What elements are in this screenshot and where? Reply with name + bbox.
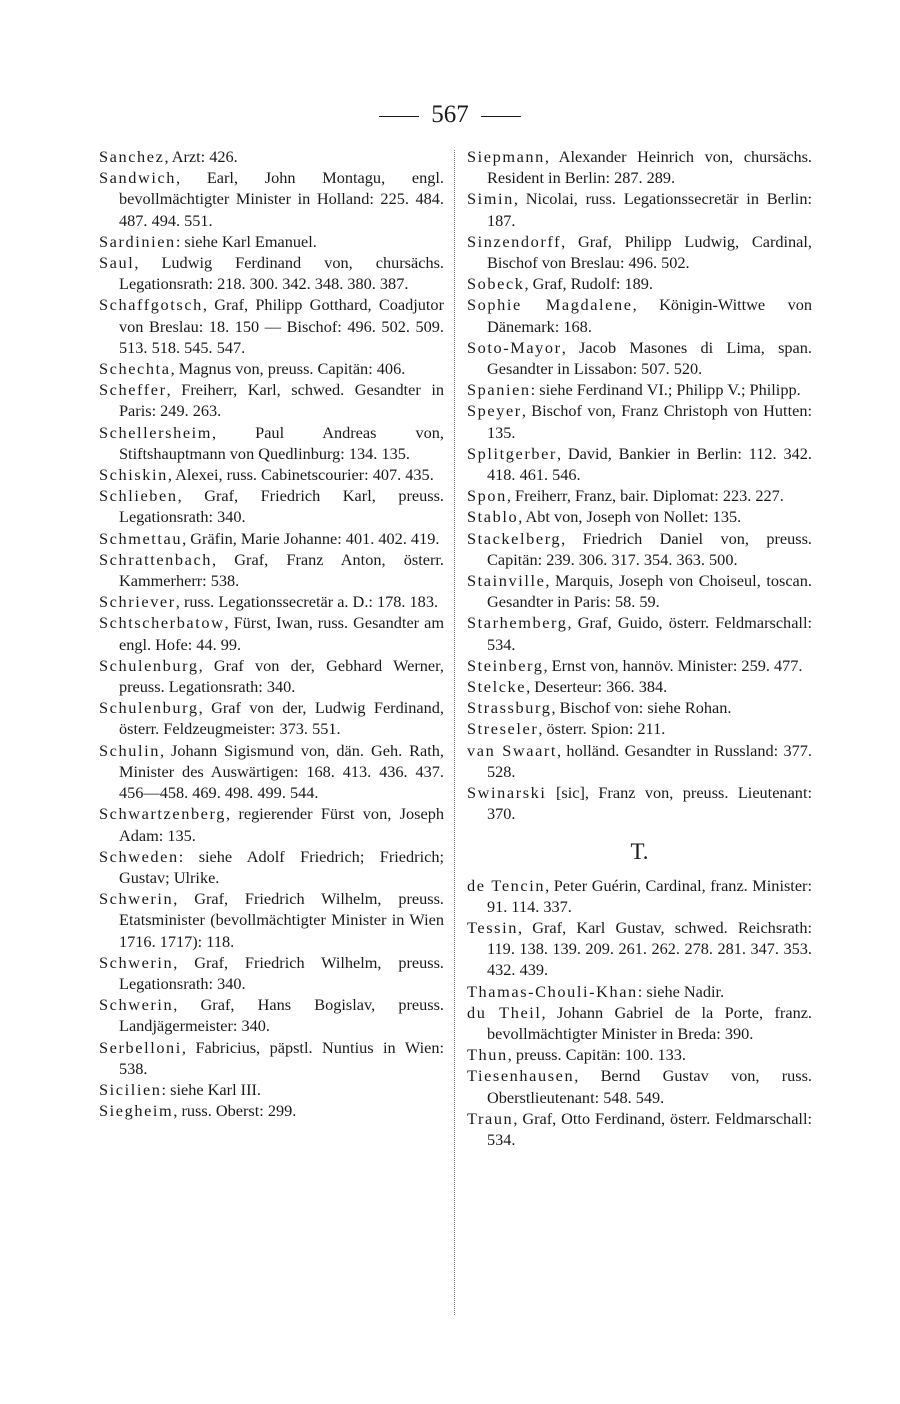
entry-name: Siegheim [99,1101,174,1121]
index-entry [99,358,444,379]
index-entry [467,612,812,654]
header-dash-left [379,116,419,117]
entry-name: Stelcke [467,677,527,697]
entry-name: Schulenburg [99,698,199,718]
entry-name: Schwerin [99,952,174,972]
entry-text: , Abt von, Joseph von Nollet: 135. [518,507,742,527]
entry-text: : siehe Karl Emanuel. [175,231,317,251]
entry-text: , russ. Legationssecretär a. D.: 178. 183. [175,592,439,612]
entry-text: : siehe Ferdinand VI.; Philipp V.; Philipp. [530,380,801,400]
entry-name: Schulenburg [99,655,199,675]
entry-text: , holländ. Gesandter in Russland: 377. 528. [487,740,812,781]
entry-text: , Johann Gabriel de la Porte, franz. bevollmächtigter Minister in Breda: 390. [487,1002,813,1043]
index-entry [99,422,444,464]
entry-text: , Graf, Karl Gustav, schwed. Reichsrath: 119. 138. 139. 209. 261. 262. 278. 281. 347. 353. 432. 439. [487,917,812,980]
index-entry [99,952,444,994]
index-entry [99,252,444,294]
entry-name: Scheffer [99,380,167,400]
index-entry [99,549,444,591]
entry-name: Strassburg [467,698,552,718]
entry-text: , Bischof von, Franz Christoph von Hutten: 135. [487,401,812,442]
index-entry [467,273,812,294]
entry-name: Schweden [99,846,179,866]
entry-text: , Paul Andreas von, Stiftshauptmann von Quedlinburg: 134. 135. [119,422,444,463]
entry-name: Tessin [467,917,518,937]
entry-text: , Nicolai, russ. Legationssecretär in Berlin: 187. [487,189,812,230]
index-entry [467,676,812,697]
entry-text: , regierender Fürst von, Joseph Adam: 135. [119,804,444,845]
index-entry [467,485,812,506]
entry-text: , Graf, Philipp Gotthard, Coadjutor von Breslau: 18. 150 — Bischof: 496. 502. 509. 513. 518. 545. 547. [119,295,444,357]
entry-text: , Friedrich Daniel von, preuss. Capitän: 239. 306. 317. 354. 363. 500. [487,528,812,569]
entry-name: Stainville [467,571,546,591]
entry-name: Sobeck [467,274,525,294]
entry-name: Speyer [467,401,522,421]
section-t-entries [467,875,812,1151]
entry-text: , Freiherr, Karl, schwed. Gesandter in Paris: 249. 263. [119,380,444,421]
entry-text: , Alexei, russ. Cabinetscourier: 407. 435. [167,465,434,485]
entry-name: Schwerin [99,995,174,1015]
index-entry [467,740,812,782]
index-entry [467,718,812,739]
index-entry [99,379,444,421]
entry-text: , Graf von der, Gebhard Werner, preuss. Legationsrath: 340. [119,655,444,697]
entry-name: Tiesenhausen [467,1066,575,1086]
entry-name: Sanchez [99,147,165,166]
entry-text: , Bischof von: siehe Rohan. [551,698,732,718]
index-entry [99,697,444,739]
entry-text: , Graf, Franz Anton, österr. Kammerherr: 538. [119,549,444,591]
index-entry [467,231,812,273]
entry-text: , Fabricius, päpstl. Nuntius in Wien: 538. [119,1037,444,1078]
entry-text: , Königin-Wittwe von Dänemark: 168. [487,295,812,336]
entry-text: , Graf, Friedrich Wilhelm, preuss. Legationsrath: 340. [119,952,444,993]
section-heading-t: T. [630,838,649,864]
entry-name: de Tencin [467,875,546,895]
entry-name: Schaffgotsch [99,295,203,315]
index-entry [467,1044,812,1065]
entry-text: , Bernd Gustav von, russ. Oberstlieutenant: 548. 549. [487,1066,812,1107]
entry-name: du Theil [467,1002,542,1022]
entry-name: Schellersheim [99,422,213,442]
entry-name: Streseler [467,719,539,739]
entry-name: Spon [467,486,507,506]
entry-text: , Fürst, Iwan, russ. Gesandter am engl. Hofe: 44. 99. [119,613,444,654]
index-entry [99,294,444,358]
entry-text: , David, Bankier in Berlin: 112. 342. 418. 461. 546. [487,443,812,485]
index-entry [99,740,444,804]
entry-text: , Graf, Friedrich Wilhelm, preuss. Etatsminister (bevollmächtigter Minister in Wien 1716. 1717): 118. [119,889,444,951]
entry-text: , Johann Sigismund von, dän. Geh. Rath, Minister des Auswärtigen: 168. 413. 436. 437. 456—458. 469. 498. 499. 544. [119,740,444,803]
index-entry [99,803,444,845]
entry-name: Schwerin [99,889,174,909]
index-entry [99,485,444,527]
entry-name: Schwartzenberg [99,804,226,824]
entry-text: , russ. Oberst: 299. [173,1101,297,1121]
index-entry [99,846,444,888]
entry-text: [sic], Franz von, preuss. Lieutenant: 370. [487,783,812,824]
index-entry [467,443,812,485]
index-entry [467,337,812,379]
index-entry [467,188,812,230]
entry-text: , österr. Spion: 211. [538,719,666,739]
entry-text: , Marquis, Joseph von Choiseul, toscan. Gesandter in Paris: 58. 59. [487,571,812,612]
entry-text: , Jacob Masones di Lima, span. Gesandter in Lissabon: 507. 520. [487,337,812,379]
entry-name: Stablo [467,507,519,527]
entry-name: Sardinien [99,231,176,251]
index-entry [467,570,812,612]
entry-name: Schlieben [99,486,178,506]
index-entry [99,528,444,549]
index-entry [99,888,444,952]
index-entry [99,591,444,612]
header-dash-right [481,116,521,117]
entry-name: Sicilien [99,1079,162,1099]
page-number: 567 [431,101,469,128]
index-entry [99,464,444,485]
entry-name: Schiskin [99,465,168,485]
entry-name: Serbelloni [99,1037,182,1057]
entry-text: , Graf, Otto Ferdinand, österr. Feldmarschall: 534. [487,1108,812,1149]
entry-name: Spanien [467,380,531,400]
entry-name: Saul [99,253,135,273]
entry-text: , Peter Guérin, Cardinal, franz. Minister: 91. 114. 337. [487,875,812,916]
entry-text: , Graf, Hans Bogislav, preuss. Landjägermeister: 340. [119,995,444,1036]
index-entry [99,1100,444,1121]
entry-name: Sophie Magdalene [467,295,633,315]
entry-name: Thun [467,1045,508,1065]
entry-name: Schtscherbatow [99,613,225,633]
entry-text: , preuss. Capitän: 100. 133. [507,1045,686,1065]
index-entry [467,400,812,442]
entry-name: Splitgerber [467,443,557,463]
entry-text: , Graf, Friedrich Karl, preuss. Legationsrath: 340. [119,486,444,527]
entry-name: van Swaart [467,740,558,760]
index-entry [467,782,812,824]
entry-text: , Graf, Rudolf: 189. [524,274,653,294]
index-entry [467,655,812,676]
index-entry [99,655,444,697]
page-header [0,100,900,130]
entry-name: Sinzendorff [467,231,562,251]
entry-name: Schmettau [99,528,183,548]
entry-text: : siehe Nadir. [637,981,725,1001]
index-entry [467,506,812,527]
entry-name: Simin [467,189,514,209]
entry-text: , Ernst von, hannöv. Minister: 259. 477. [543,655,803,675]
entry-name: Schulin [99,740,160,760]
entry-name: Sandwich [99,168,177,188]
entry-text: , Arzt: 426. [164,147,238,166]
column-divider [454,150,455,1315]
index-entry [467,697,812,718]
entry-text: , Graf von der, Ludwig Ferdinand, österr. Feldzeugmeister: 373. 551. [119,698,444,739]
entry-name: Steinberg [467,655,544,675]
entry-text: , Graf, Guido, österr. Feldmarschall: 534. [487,613,812,654]
index-entry [99,231,444,252]
index-entry [467,1108,812,1150]
right-entries [467,146,812,825]
entry-name: Thamas-Chouli-Khan [467,981,638,1001]
entry-name: Traun [467,1108,514,1128]
index-entry [99,994,444,1036]
entry-text: , Magnus von, preuss. Capitän: 406. [170,359,406,379]
index-column-left [99,146,444,1121]
index-entry [99,146,444,167]
entry-name: Schriever [99,592,176,612]
entry-text: , Gräfin, Marie Johanne: 401. 402. 419. [182,528,440,548]
index-entry [467,1002,812,1044]
entry-text: , Deserteur: 366. 384. [526,677,668,697]
index-entry [467,379,812,400]
index-entry [467,875,812,917]
entry-text: , Graf, Philipp Ludwig, Cardinal, Bischof von Breslau: 496. 502. [487,231,812,273]
entry-text: , Earl, John Montagu, engl. bevollmächtigter Minister in Holland: 225. 484. 487. 494. 551. [119,168,444,230]
index-entry [467,917,812,981]
index-entry [467,1065,812,1107]
entry-text: , Ludwig Ferdinand von, chursächs. Legationsrath: 218. 300. 342. 348. 380. 387. [119,253,444,294]
entry-name: Starhemberg [467,613,568,633]
index-entry [99,1037,444,1079]
index-entry [467,528,812,570]
entry-text: , Alexander Heinrich von, chursächs. Resident in Berlin: 287. 289. [487,147,812,188]
entry-name: Siepmann [467,147,545,166]
entry-name: Stackelberg [467,528,562,548]
entry-name: Schrattenbach [99,549,213,569]
entry-name: Schechta [99,359,171,379]
index-entry [467,146,812,188]
index-entry [99,612,444,654]
entry-text: : siehe Adolf Friedrich; Friedrich; Gustav; Ulrike. [119,846,444,887]
index-entry [467,981,812,1002]
index-entry [467,294,812,336]
index-entry [99,167,444,231]
entry-text: , Freiherr, Franz, bair. Diplomat: 223. 227. [506,486,784,506]
index-column-right [467,146,812,1150]
index-entry [99,1079,444,1100]
entry-name: Swinarski [467,783,547,803]
entry-text: : siehe Karl III. [161,1079,261,1099]
entry-name: Soto-Mayor [467,337,562,357]
